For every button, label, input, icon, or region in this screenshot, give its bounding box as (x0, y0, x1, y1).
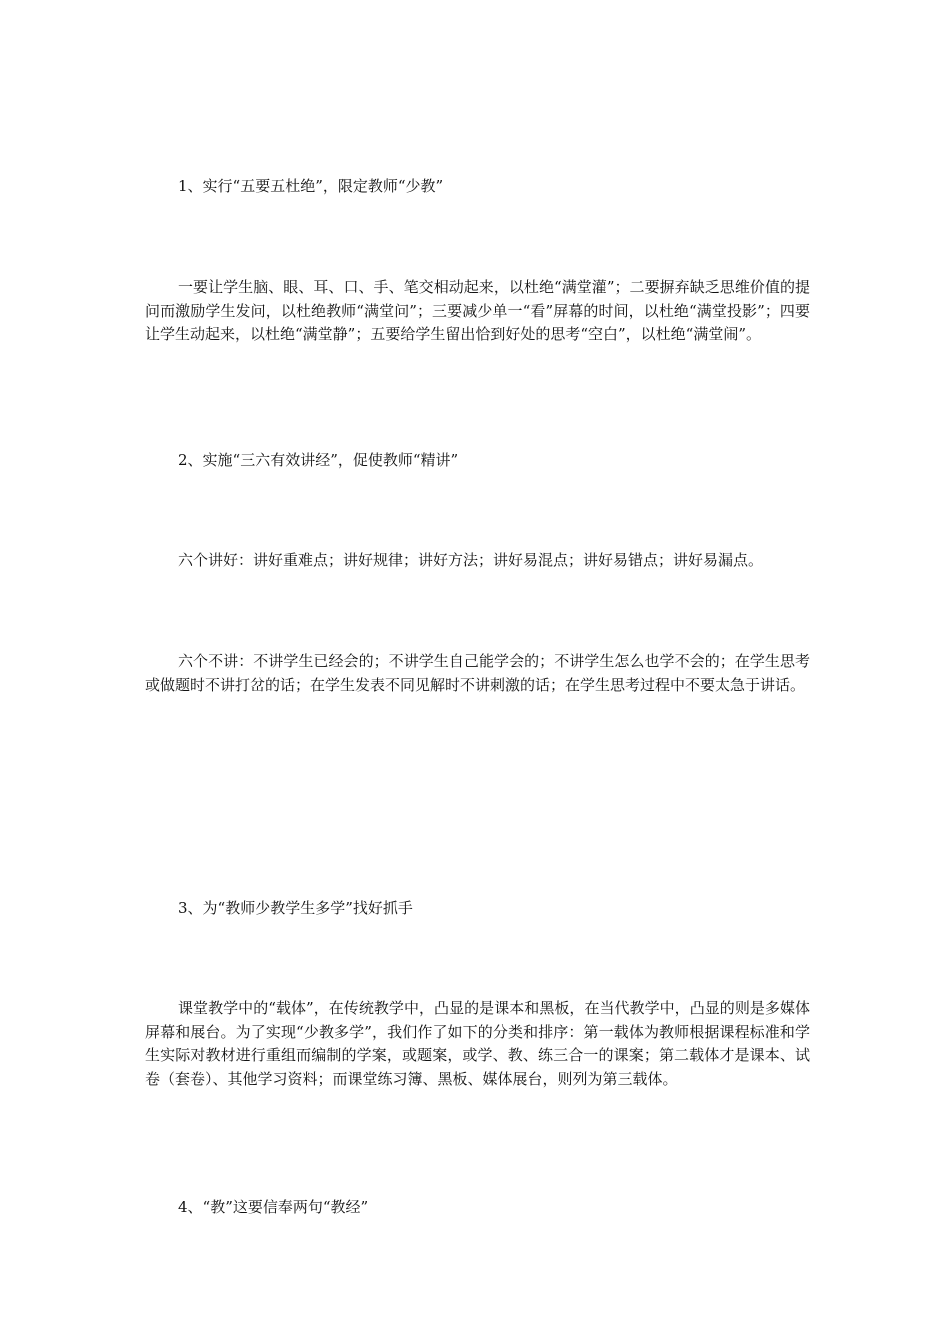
section-2-paragraph-six-do: 六个讲好：讲好重难点；讲好规律；讲好方法；讲好易混点；讲好易错点；讲好易漏点。 (178, 551, 764, 569)
section-3-heading: 3、为“教师少教学生多学”找好抓手 (178, 899, 413, 917)
section-4-heading: 4、“教”这要信奉两句“教经” (178, 1198, 369, 1216)
section-1-heading: 1、实行“五要五杜绝”，限定教师“少教” (178, 177, 444, 195)
section-1-paragraph: 一要让学生脑、眼、耳、口、手、笔交相动起来，以杜绝“满堂灌”；二要摒弃缺乏思维价值的提问而激励学生发问，以杜绝教师“满堂问”；三要减少单一“看”屏幕的时间，以杜绝“满堂投影”；四要让学生动起来，以杜绝“满堂静”；五要给学生留出恰到好处的思考“空白”，以杜绝“满堂闹”。 (145, 278, 810, 343)
section-3-paragraph: 课堂教学中的“载体”，在传统教学中，凸显的是课本和黑板，在当代教学中，凸显的则是多媒体屏幕和展台。为了实现“少教多学”，我们作了如下的分类和排序：第一载体为教师根据课程标准和学生实际对教材进行重组而编制的学案，或题案，或学、教、练三合一的课案；第二载体才是课本、试卷（套卷）、其他学习资料；而课堂练习簿、黑板、媒体展台，则列为第三载体。 (145, 999, 810, 1088)
section-2-paragraph-six-dont: 六个不讲：不讲学生已经会的；不讲学生自己能学会的；不讲学生怎么也学不会的；在学生思考或做题时不讲打岔的话；在学生发表不同见解时不讲刺激的话；在学生思考过程中不要太急于讲话。 (145, 652, 810, 694)
section-2-heading: 2、实施“三六有效讲经”，促使教师“精讲” (178, 451, 459, 469)
